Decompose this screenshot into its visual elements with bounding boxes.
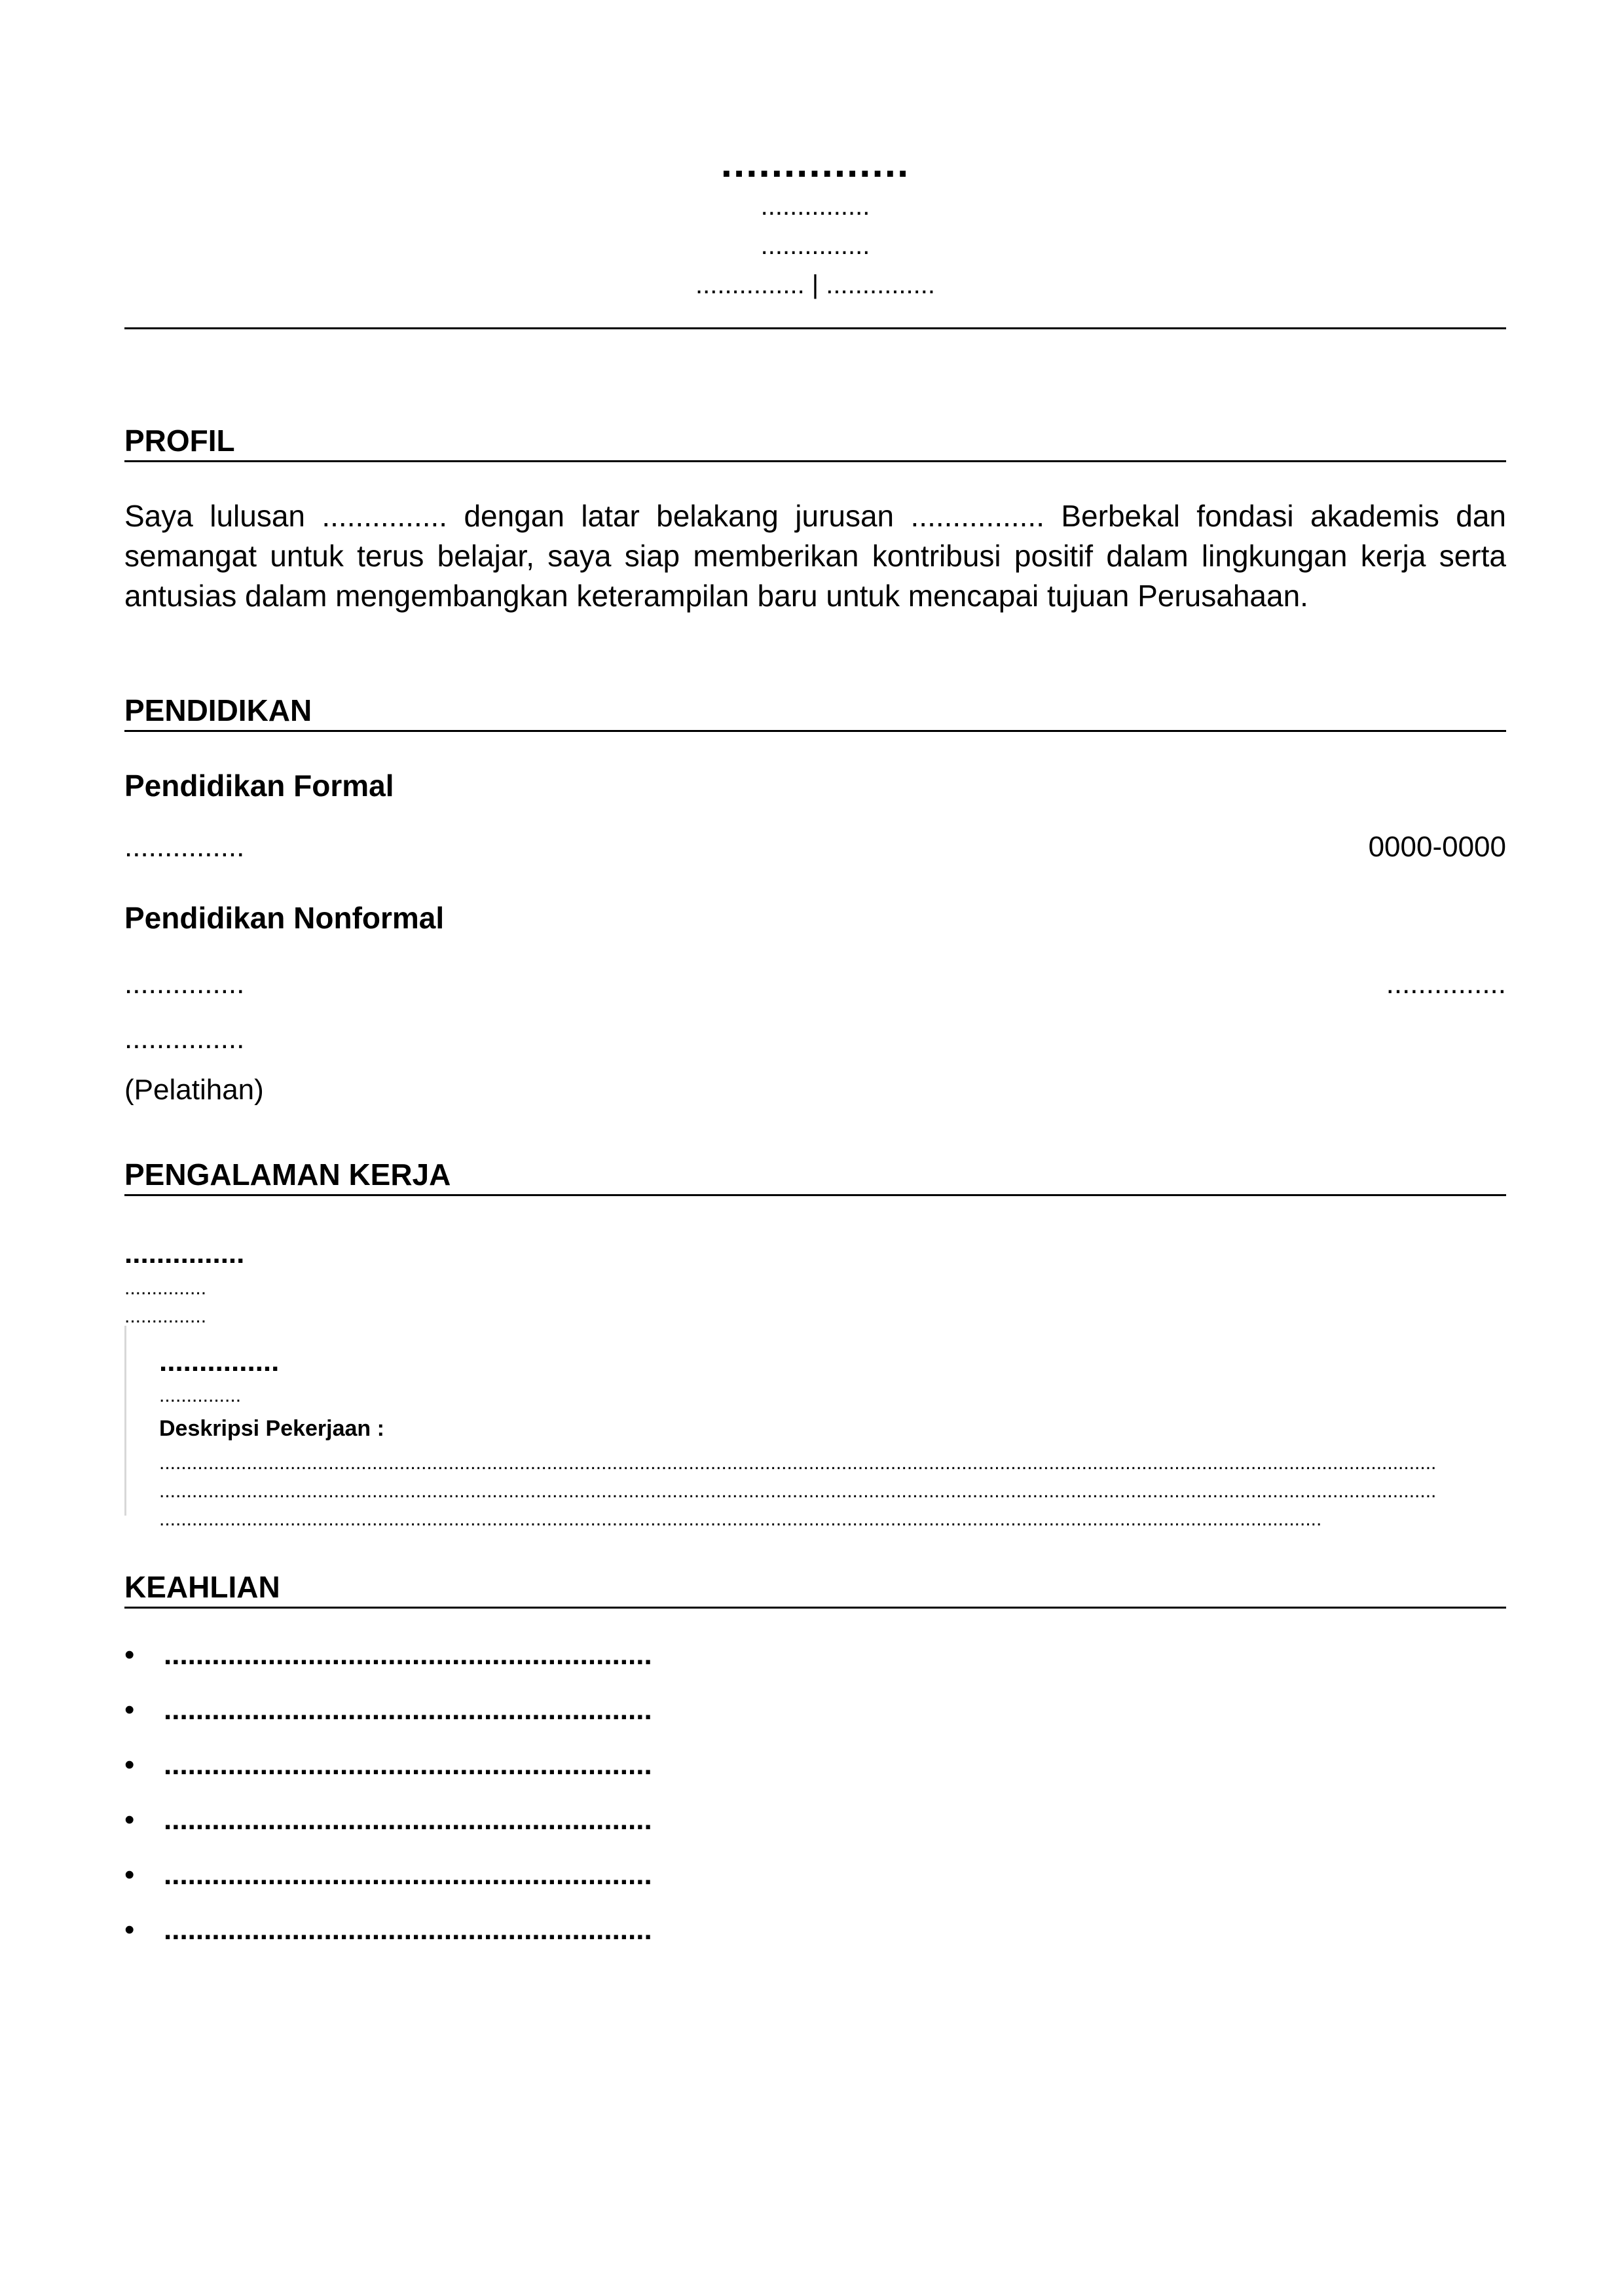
skill-text: ............................................................. [164, 1914, 652, 1946]
nonformal-detail: ............... [124, 1023, 245, 1055]
job-period: ............... [159, 1385, 242, 1406]
contact-line-2: ............... [760, 231, 870, 260]
profil-text: Saya lulusan ............... dengan latar belakang jurusan ................ Berbekal fondasi akademis dan semangat untuk terus belajar, saya siap memberikan kontribusi positif dalam lingkungan kerja serta antusias dalam mengembangkan keterampilan baru untuk mencapai tujuan Perusahaan. [124, 499, 1506, 613]
bullet-marker: • [124, 1859, 135, 1891]
contact-line-1: ............... [760, 192, 870, 221]
nonformal-type: (Pelatihan) [124, 1074, 264, 1106]
skill-item [124, 1857, 1506, 1912]
skill-text: ............................................................. [164, 1639, 652, 1671]
resume-header [124, 141, 1506, 304]
contact-line-3: ............... | ............... [695, 270, 935, 299]
skill-text: ............................................................. [164, 1694, 652, 1726]
bullet-marker: • [124, 1804, 135, 1836]
nonformal-period: ............... [1386, 968, 1506, 1000]
job-description-line-1: .......................................................................................................................................................................................................................................... [159, 1452, 1437, 1474]
formal-years: 0000-0000 [1368, 831, 1506, 863]
skill-text: ............................................................. [164, 1859, 652, 1891]
section-title-keahlian: KEAHLIAN [124, 1569, 1506, 1609]
skill-item [124, 1637, 1506, 1692]
skill-item [124, 1747, 1506, 1802]
pendidikan-formal-row [124, 829, 1506, 866]
job-description-line-3: ..................................................................................................................................................................................................................... [159, 1508, 1322, 1530]
applicant-name: ............... [720, 141, 910, 186]
job-description-label: Deskripsi Pekerjaan : [159, 1416, 384, 1441]
resume-page [124, 0, 1506, 2296]
company-line-1: ............... [124, 1277, 207, 1299]
skill-item [124, 1692, 1506, 1747]
job-description-line-2: .......................................................................................................................................................................................................................................... [159, 1480, 1437, 1502]
bullet-marker: • [124, 1639, 135, 1671]
nonformal-name: ............... [124, 968, 245, 1000]
company-name: ............... [124, 1237, 245, 1269]
job-entry [124, 1326, 1508, 1530]
header-divider [124, 327, 1506, 329]
bullet-marker: • [124, 1749, 135, 1781]
skills-list [124, 1637, 1506, 1967]
pendidikan-nonformal-row [124, 966, 1506, 1002]
pendidikan-formal-title: Pendidikan Formal [124, 769, 394, 803]
skill-text: ............................................................. [164, 1749, 652, 1781]
formal-school: ............... [124, 831, 245, 863]
job-position: ............... [159, 1345, 280, 1377]
section-title-pendidikan: PENDIDIKAN [124, 692, 1506, 732]
pendidikan-nonformal-title: Pendidikan Nonformal [124, 901, 445, 935]
bullet-marker: • [124, 1914, 135, 1946]
section-title-pengalaman: PENGALAMAN KERJA [124, 1156, 1506, 1196]
bullet-marker: • [124, 1694, 135, 1726]
skill-item [124, 1912, 1506, 1967]
skill-item [124, 1802, 1506, 1857]
section-title-profil: PROFIL [124, 422, 1506, 462]
skill-text: ............................................................. [164, 1804, 652, 1836]
company-line-2: ............... [124, 1305, 207, 1327]
